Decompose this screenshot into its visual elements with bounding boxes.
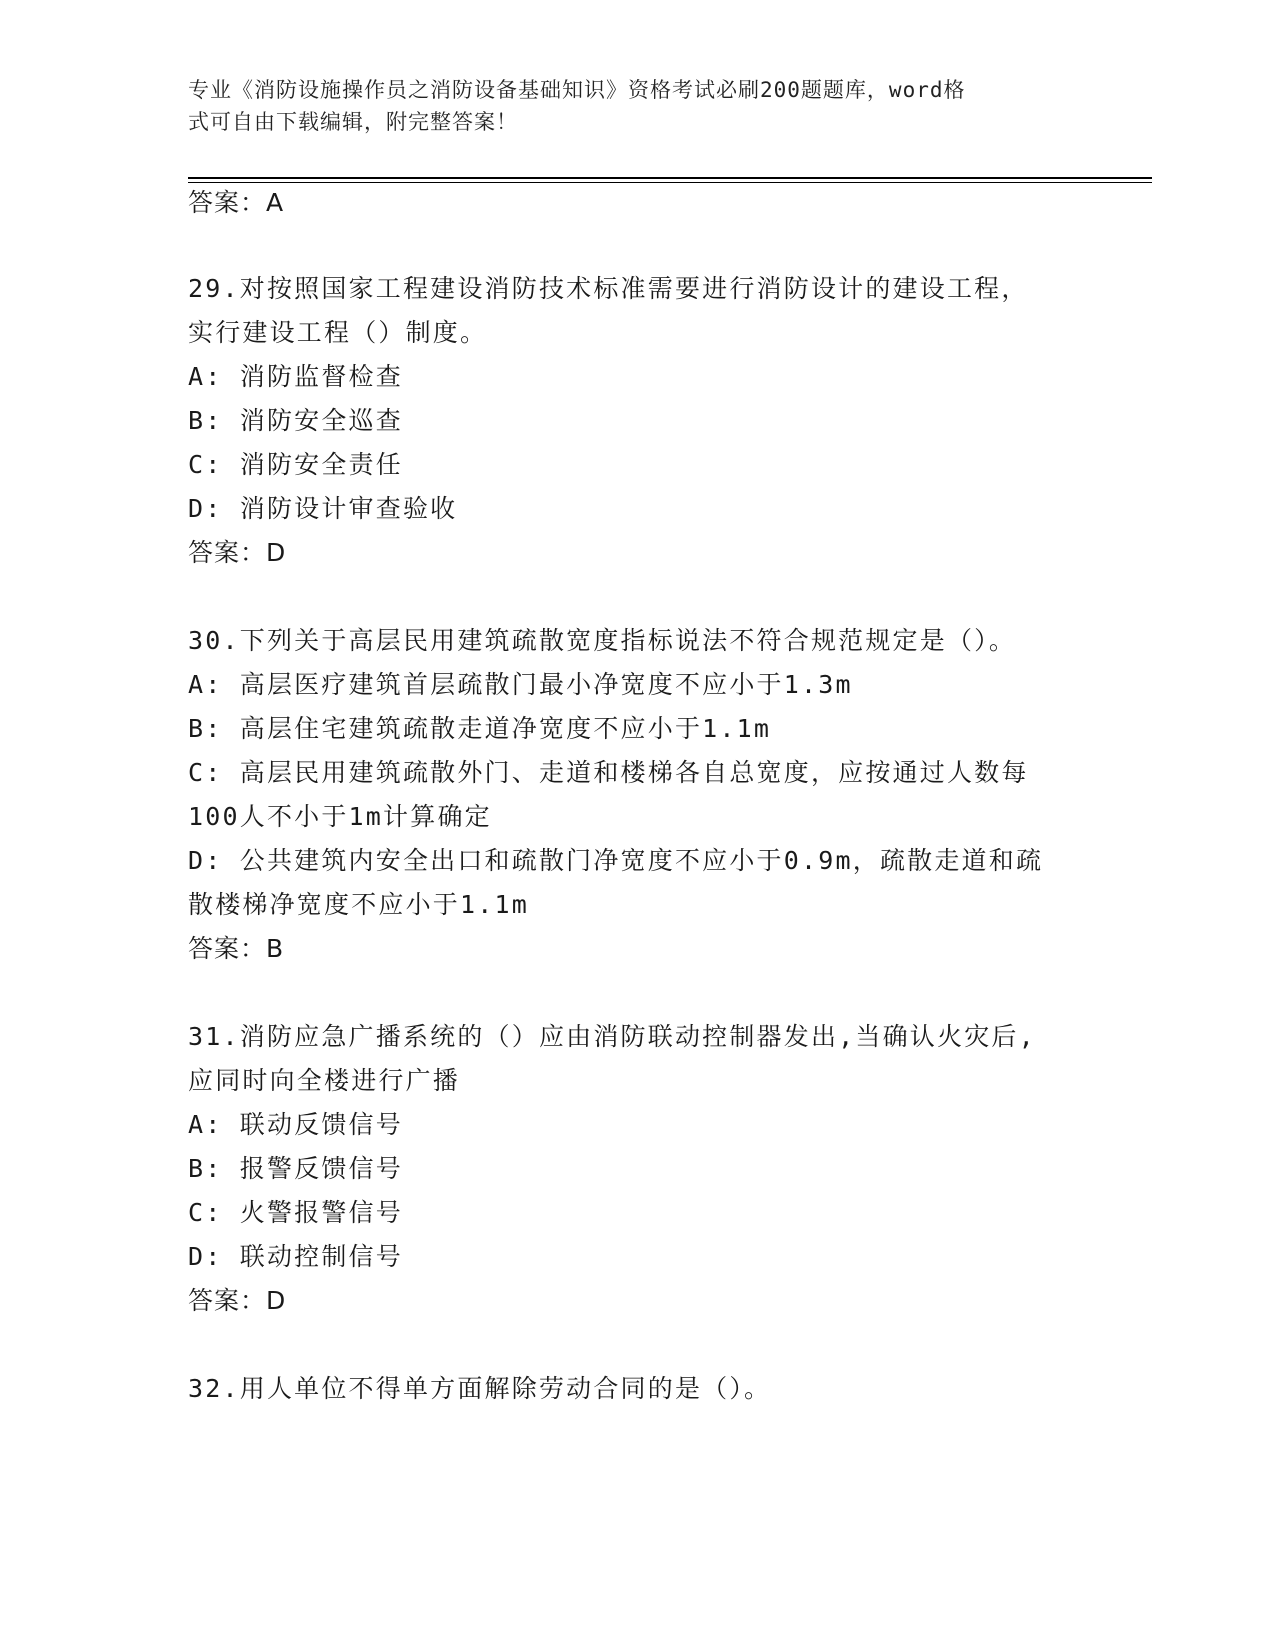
header-line-1: 专业《消防设施操作员之消防设备基础知识》资格考试必刷200题题库，word格 xyxy=(188,78,966,102)
question-31-stem-line-1: 31.消防应急广播系统的（）应由消防联动控制器发出,当确认火灾后, xyxy=(188,1022,1036,1051)
header-divider-thin xyxy=(188,182,1152,183)
document-header xyxy=(188,74,1068,138)
question-32-stem-line-1: 32.用人单位不得单方面解除劳动合同的是（）。 xyxy=(188,1374,772,1403)
header-divider-thick xyxy=(188,177,1152,179)
question-31-option-c: C: 火警报警信号 xyxy=(188,1198,403,1227)
question-30-stem-line-1: 30.下列关于高层民用建筑疏散宽度指标说法不符合规范规定是（）。 xyxy=(188,626,1017,655)
question-30-option-a: A: 高层医疗建筑首层疏散门最小净宽度不应小于1.3m xyxy=(188,670,853,699)
question-29-option-c: C: 消防安全责任 xyxy=(188,450,403,479)
question-31-option-d: D: 联动控制信号 xyxy=(188,1242,403,1271)
question-30-option-b: B: 高层住宅建筑疏散走道净宽度不应小于1.1m xyxy=(188,714,772,743)
header-line-2: 式可自由下载编辑，附完整答案！ xyxy=(188,110,518,134)
question-29-option-d: D: 消防设计审查验收 xyxy=(188,494,458,523)
question-29-option-a: A: 消防监督检查 xyxy=(188,362,403,391)
question-29-option-b: B: 消防安全巡查 xyxy=(188,406,403,435)
question-31-stem-line-2: 应同时向全楼进行广播 xyxy=(188,1066,461,1095)
previous-answer: 答案：A xyxy=(188,188,285,217)
question-31-option-a: A: 联动反馈信号 xyxy=(188,1110,403,1139)
question-30-answer: 答案：B xyxy=(188,934,285,963)
question-31-answer: 答案：D xyxy=(188,1286,287,1315)
question-29-stem-line-1: 29.对按照国家工程建设消防技术标准需要进行消防设计的建设工程， xyxy=(188,274,1029,303)
question-29-answer: 答案：D xyxy=(188,538,287,567)
question-29-stem-line-2: 实行建设工程（）制度。 xyxy=(188,318,488,347)
question-30-option-d-line-1: D: 公共建筑内安全出口和疏散门净宽度不应小于0.9m，疏散走道和疏 xyxy=(188,846,1044,875)
question-31-option-b: B: 报警反馈信号 xyxy=(188,1154,403,1183)
question-30-option-d-line-2: 散楼梯净宽度不应小于1.1m xyxy=(188,890,530,919)
question-30-option-c-line-2: 100人不小于1m计算确定 xyxy=(188,802,492,831)
question-30-option-c-line-1: C: 高层民用建筑疏散外门、走道和楼梯各自总宽度，应按通过人数每 xyxy=(188,758,1029,787)
